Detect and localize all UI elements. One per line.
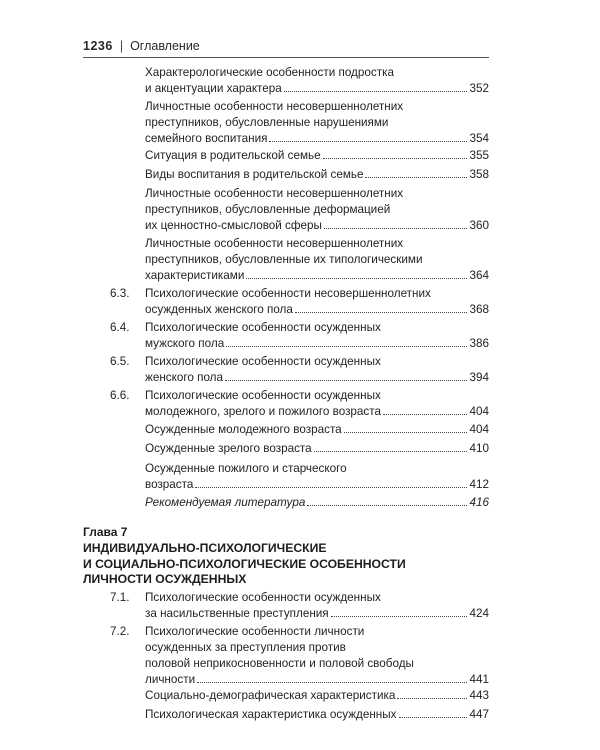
dot-leader bbox=[323, 157, 468, 159]
toc-entry-line: Психологическая характеристика осужденных bbox=[145, 708, 397, 721]
toc-entry-line: осужденных женского пола bbox=[145, 303, 293, 316]
toc-entry-title bbox=[145, 99, 489, 147]
dot-leader bbox=[344, 431, 468, 433]
toc-entry-line: за насильственные преступления bbox=[145, 607, 329, 620]
section-number: 6.4. bbox=[110, 321, 130, 334]
dot-leader bbox=[365, 176, 467, 178]
toc-page-number: 443 bbox=[469, 689, 489, 702]
toc-page-number: 404 bbox=[469, 405, 489, 418]
toc-entry-line: Осужденные зрелого возраста bbox=[145, 442, 312, 455]
toc-page-number: 447 bbox=[469, 708, 489, 721]
chapter-label: Глава 7 bbox=[83, 525, 128, 539]
toc-entry-line: Психологические особенности осужденных bbox=[145, 389, 381, 402]
toc-entry-line: Психологические особенности личности bbox=[145, 625, 365, 638]
toc-entry-line: их ценностно-смысловой сферы bbox=[145, 219, 322, 232]
toc-entry-line: Личностные особенности несовершеннолетних bbox=[145, 237, 404, 250]
dot-leader bbox=[197, 681, 467, 683]
toc-entry-last-line bbox=[145, 441, 489, 457]
section-number: 7.1. bbox=[110, 591, 130, 604]
section-number: 6.5. bbox=[110, 355, 130, 368]
toc-entry-line: Психологические особенности осужденных bbox=[145, 591, 381, 604]
chapter-title-line: ЛИЧНОСТИ ОСУЖДЕННЫХ bbox=[83, 572, 247, 586]
dot-leader bbox=[284, 90, 468, 92]
toc-page-number: 355 bbox=[469, 149, 489, 162]
toc-entry-line: Психологические особенности осужденных bbox=[145, 355, 381, 368]
toc-entry-line: половой неприкосновенности и половой свободы bbox=[145, 657, 414, 670]
toc-entry-line: Осужденные пожилого и старческого bbox=[145, 462, 347, 475]
toc-entry-title bbox=[145, 422, 489, 438]
chapter-title-line: И СОЦИАЛЬНО-ПСИХОЛОГИЧЕСКИЕ ОСОБЕННОСТИ bbox=[83, 556, 406, 571]
toc-page-number: 386 bbox=[469, 337, 489, 350]
toc-page-number: 404 bbox=[469, 423, 489, 436]
toc-entry-title bbox=[145, 388, 489, 420]
toc-entry-title bbox=[145, 167, 489, 183]
toc-entry-last-line bbox=[145, 370, 489, 386]
toc-entry-line: личности bbox=[145, 673, 196, 686]
toc-entry-last-line bbox=[145, 268, 489, 284]
toc-entry-last-line bbox=[145, 167, 489, 183]
header-separator: | bbox=[119, 39, 124, 53]
toc-entry-title bbox=[145, 495, 489, 511]
toc-entry-last-line bbox=[145, 218, 489, 234]
dot-leader bbox=[226, 345, 467, 347]
chapter-title bbox=[83, 541, 503, 588]
toc-entry-line: Виды воспитания в родительской семье bbox=[145, 168, 364, 181]
toc-entry-last-line bbox=[145, 707, 489, 723]
toc-entry-last-line bbox=[145, 688, 489, 704]
dot-leader bbox=[269, 140, 467, 142]
dot-leader bbox=[195, 486, 467, 488]
toc-entry-title bbox=[145, 461, 489, 493]
toc-page-number: 441 bbox=[469, 673, 489, 686]
toc-page-number: 416 bbox=[469, 496, 489, 509]
toc-entry-line: преступников, обусловленные их типологическими bbox=[145, 253, 423, 266]
toc-entry-line: преступников, обусловленные нарушениями bbox=[145, 116, 389, 129]
toc-entry-line: Осужденные молодежного возраста bbox=[145, 423, 342, 436]
toc-entry-line: Личностные особенности несовершеннолетних bbox=[145, 187, 404, 200]
toc-entry-title bbox=[145, 148, 489, 164]
toc-entry-line: Психологические особенности несовершеннолетних bbox=[145, 287, 431, 300]
toc-entry-last-line bbox=[145, 495, 489, 511]
toc-page-number: 412 bbox=[469, 478, 489, 491]
section-number: 7.2. bbox=[110, 625, 130, 638]
toc-page-number: 368 bbox=[469, 303, 489, 316]
toc-page-number: 352 bbox=[469, 82, 489, 95]
toc-page-number: 354 bbox=[469, 132, 489, 145]
toc-entry-title bbox=[145, 590, 489, 622]
dot-leader bbox=[399, 716, 468, 718]
toc-entry-line: Характерологические особенности подростка bbox=[145, 66, 394, 79]
toc-entry-line: характеристиками bbox=[145, 269, 245, 282]
toc-entry-line: семейного воспитания bbox=[145, 132, 268, 145]
toc-entry-title bbox=[145, 186, 489, 234]
toc-page-number: 364 bbox=[469, 269, 489, 282]
section-number: 6.6. bbox=[110, 389, 130, 402]
dot-leader bbox=[331, 615, 468, 617]
dot-leader bbox=[295, 311, 468, 313]
toc-entry-last-line bbox=[145, 672, 489, 688]
toc-entry-line: возраста bbox=[145, 478, 194, 491]
dot-leader bbox=[324, 227, 468, 229]
toc-entry-last-line bbox=[145, 302, 489, 318]
page-number: 1236 bbox=[83, 39, 113, 53]
dot-leader bbox=[314, 450, 468, 452]
toc-page-number: 410 bbox=[469, 442, 489, 455]
dot-leader bbox=[397, 697, 467, 699]
toc-entry-line: Ситуация в родительской семье bbox=[145, 149, 321, 162]
toc-entry-last-line bbox=[145, 422, 489, 438]
toc-entry-line: и акцентуации характера bbox=[145, 82, 282, 95]
toc-entry-title bbox=[145, 286, 489, 318]
toc-entry-line: преступников, обусловленные деформацией bbox=[145, 203, 391, 216]
dot-leader bbox=[383, 413, 467, 415]
toc-entry-last-line bbox=[145, 336, 489, 352]
toc-entry-line: Личностные особенности несовершеннолетних bbox=[145, 100, 404, 113]
dot-leader bbox=[307, 504, 467, 506]
toc-page-number: 358 bbox=[469, 168, 489, 181]
toc-page-number: 424 bbox=[469, 607, 489, 620]
toc-entry-line: молодежного, зрелого и пожилого возраста bbox=[145, 405, 382, 418]
toc-entry-line: Рекомендуемая литература bbox=[145, 496, 306, 509]
dot-leader bbox=[246, 277, 467, 279]
chapter-title-line: ИНДИВИДУАЛЬНО-ПСИХОЛОГИЧЕСКИЕ bbox=[83, 541, 327, 555]
dot-leader bbox=[225, 379, 467, 381]
toc-entry-last-line bbox=[145, 131, 489, 147]
toc-entry-last-line bbox=[145, 148, 489, 164]
toc-entry-last-line bbox=[145, 81, 489, 97]
toc-entry-title bbox=[145, 354, 489, 386]
toc-entry-last-line bbox=[145, 606, 489, 622]
toc-entry-title bbox=[145, 624, 489, 688]
toc-page-number: 360 bbox=[469, 219, 489, 232]
toc-entry-title bbox=[145, 320, 489, 352]
section-title: Оглавление bbox=[130, 39, 200, 53]
section-number: 6.3. bbox=[110, 287, 130, 300]
toc-entry-title bbox=[145, 236, 489, 284]
toc-entry-line: мужского пола bbox=[145, 337, 225, 350]
toc-entry-line: Психологические особенности осужденных bbox=[145, 321, 381, 334]
toc-entry-title bbox=[145, 65, 489, 97]
toc-entry-title bbox=[145, 441, 489, 457]
toc-entry-title bbox=[145, 688, 489, 704]
toc-entry-line: женского пола bbox=[145, 371, 224, 384]
toc-entry-last-line bbox=[145, 477, 489, 493]
toc-entry-title bbox=[145, 707, 489, 723]
toc-entry-line: Социально-демографическая характеристика bbox=[145, 689, 396, 702]
toc-entry-line: осужденных за преступления против bbox=[145, 641, 346, 654]
toc-entry-last-line bbox=[145, 404, 489, 420]
toc-page-number: 394 bbox=[469, 371, 489, 384]
